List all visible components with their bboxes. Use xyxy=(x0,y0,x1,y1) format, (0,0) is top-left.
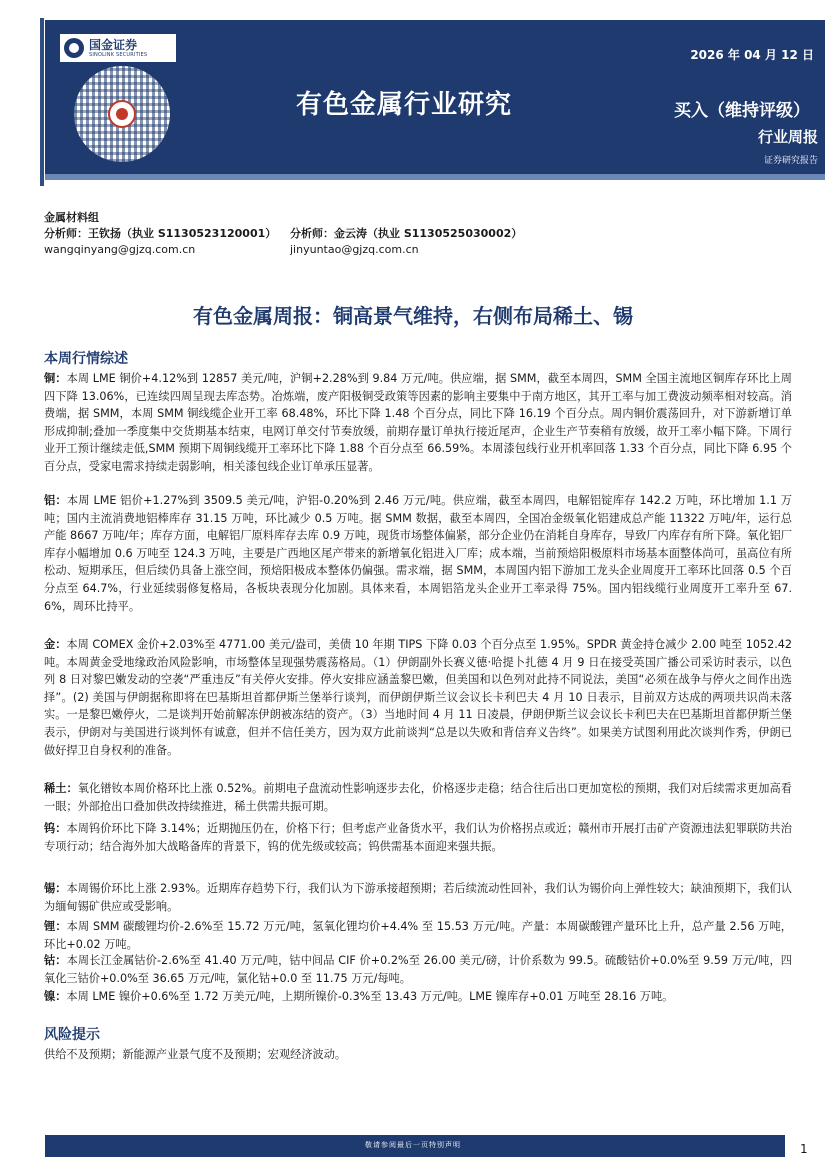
text-cobalt: 本周长江金属钴价-2.6%至 41.40 万元/吨，钴中间品 CIF 价+0.2%至 26.00 美元/磅，计价系数为 99.5。硫酸钴价+0.0%至 9.59 万元/吨，四氧化三钴价+0.0%至 36.65 万元/吨，氯化钴+0.0 至 11.75 万元/每吨。 xyxy=(44,954,792,985)
label-copper: 铜： xyxy=(44,372,67,385)
text-tin: 本周锡价环比上涨 2.93%。近期库存趋势下行，我们认为下游承接超预期；若后续流动性回补，我们认为锡价向上弹性较大；缺油预期下，我们认为缅甸锡矿供应或受影响。 xyxy=(44,882,792,913)
logo-mark-icon xyxy=(64,38,84,58)
footer-disclaimer: 敬请参阅最后一页特别声明 xyxy=(365,1141,461,1149)
analyst-1-email[interactable]: wangqinyang@gjzq.com.cn xyxy=(44,243,196,256)
text-aluminum: 本周 LME 铝价+1.27%到 3509.5 美元/吨，沪铝-0.20%到 2.46 万元/吨。供应端，截至本周四，电解铝锭库存 142.2 万吨，环比增加 1.1 万吨；国内主流消费地铝棒库存 31.15 万吨，环比减少 0.5 万吨。据 SMM 数据，截至本周四，全国冶金级氧化铝建成总产能 11322 万吨/年，运行总产能 8667 万吨/年；库存方面，电解铝厂原料库存去库 0.9 万吨，现货市场整体偏紧，部分企业仍在消耗自身库存，导致厂内库存有所下降。氧化铝厂库存小幅增加 0.6 万吨至 124.3 万吨，主要是广西地区尾产带来的新增氧化铝进入厂库；成本端，当前预焙阳极原料市场基本面整体尚可，虽高位有所松动、短期承压，但后续仍具备上涨空间，预焙阳极成本整体仍偏强。需求端，据 SMM，本周国内铝下游加工龙头企业周度开工率环比回落 0.5 个百分点至 64.7%，行业延续弱修复格局，各板块表现分化加剧。具体来看，本周铝箔龙头企业开工率录得 75%。国内铝线缆行业周度开工率升至 67.6%，周环比持平。 xyxy=(44,494,792,613)
team-name: 金属材料组 xyxy=(44,211,99,224)
text-gold: 本周 COMEX 金价+2.03%至 4771.00 美元/盎司，美债 10 年期 TIPS 下降 0.03 个百分点至 1.95%。SPDR 黄金持仓减少 2.00 吨至 1052.42 吨。本周黄金受地缘政治风险影响，市场整体呈现强势震荡格局。（1）伊朗副外长赛义德·哈提卜扎德 4 月 9 日在接受英国广播公司采访时表示，以色列 8 日对黎巴嫩发动的空袭“严重违反”有关停火安排。停火安排应涵盖黎巴嫩，但美国和以色列对此持不同说法，美国“必须在战争与停火之间作出选择”。(2) 美国与伊朗据称即将在巴基斯坦首都伊斯兰堡举行谈判，而伊朗伊斯兰议会议长卡利巴夫 4 月 10 日表示，目前双方达成的两项共识尚未落实。一是黎巴嫩停火，二是谈判开始前解冻伊朗被冻结的资产。（3）当地时间 4 月 11 日凌晨，伊朗伊斯兰议会议长卡利巴夫在巴基斯坦首都伊斯兰堡表示，伊朗对与美国进行谈判怀有诚意，但并不信任美方，因为双方此前谈判“总是以失败和背信弃义告终”。如果美方试图利用此次谈判作秀，伊朗已做好捍卫自身权利的准备。 xyxy=(44,638,792,757)
text-nickel: 本周 LME 镍价+0.6%至 1.72 万美元/吨，上期所镍价-0.3%至 13.43 万元/吨。LME 镍库存+0.01 万吨至 28.16 万吨。 xyxy=(66,990,674,1003)
report-type: 行业周报 xyxy=(757,128,818,146)
para-tungsten xyxy=(44,820,792,855)
label-cobalt: 钴： xyxy=(44,954,67,967)
page-number: 1 xyxy=(800,1142,808,1156)
para-gold xyxy=(44,636,792,759)
rating: 买入（维持评级） xyxy=(674,101,810,121)
label-rare-earth: 稀土： xyxy=(44,782,78,795)
para-cobalt xyxy=(44,952,792,987)
analyst-2: 分析师：金云涛（执业 S1130525030002） xyxy=(290,227,523,240)
label-aluminum: 铝： xyxy=(44,494,67,507)
para-aluminum xyxy=(44,492,792,615)
text-lithium: 本周 SMM 碳酸锂均价-2.6%至 15.72 万元/吨，氢氧化锂均价+4.4% 至 15.53 万元/吨。产量：本周碳酸锂产量环比上升，总产量 2.56 万吨，环比+0.02 万吨。 xyxy=(44,920,792,951)
report-subtitle: 证券研究报告 xyxy=(763,156,818,166)
para-copper xyxy=(44,370,792,476)
section-risk-heading: 风险提示 xyxy=(44,1027,100,1043)
analyst-2-email[interactable]: jinyuntao@gjzq.com.cn xyxy=(290,243,419,256)
analyst-block xyxy=(44,210,522,258)
label-tin: 锡： xyxy=(44,882,67,895)
para-rare-earth xyxy=(44,780,792,815)
company-logo xyxy=(60,34,176,62)
para-risk: 供给不及预期；新能源产业景气度不及预期；宏观经济波动。 xyxy=(44,1048,347,1061)
report-date: 2026 年 04 月 12 日 xyxy=(690,48,814,62)
label-nickel: 镍： xyxy=(44,990,67,1003)
text-tungsten: 本周钨价环比下降 3.14%；近期抛压仍在，价格下行；但考虑产业备货水平，我们认为价格拐点或近；赣州市开展打击矿产资源违法犯罪联防共治专项行动；结合海外加大战略备库的背景下，钨的优先级或较高；钨供需基本面迎来强共振。 xyxy=(44,822,792,853)
qr-center-seal-icon xyxy=(108,100,136,128)
label-lithium: 锂： xyxy=(44,920,67,933)
label-tungsten: 钨： xyxy=(44,822,67,835)
report-title: 有色金属行业研究 xyxy=(296,90,513,120)
text-rare-earth: 氧化镨钕本周价格环比上涨 0.52%。前期电子盘流动性影响逐步去化，价格逐步走稳；结合往后出口更加宽松的预期，我们对后续需求更加高看一眼；外部抢出口叠加供改持续推进，稀土供需共振可期。 xyxy=(44,782,792,813)
analyst-1: 分析师：王钦扬（执业 S1130523120001） xyxy=(44,227,277,240)
para-lithium xyxy=(44,918,792,953)
text-copper: 本周 LME 铜价+4.12%到 12857 美元/吨，沪铜+2.28%到 9.84 万元/吨。供应端，据 SMM，截至本周四，SMM 全国主流地区铜库存环比上周四下降 13.06%，已连续四周呈现去库态势。冶炼端，废产阳极铜受政策等因素的影响主要集中于南方地区，其开工率与加工费波动频率相对较高。消费端，据 SMM，本周 SMM 铜线缆企业开工率 68.48%，环比下降 1.48 个百分点，同比下降 16.19 个百分点。周内铜价震荡回升，对下游新增订单形成抑制;叠加一季度集中交货期基本结束，电网订单交付节奏放缓，前期存量订单执行接近尾声，企业生产节奏稍有放缓，故开工率小幅下降。下周行业开工预计继续走低,SMM 预期下周铜线缆开工率环比下降 1.88 个百分点至 66.59%。本周漆包线行业开机率回落 1.33 个百分点，同比下降 6.95 个百分点，受家电需求持续走弱影响，相关漆包线企业订单承压显著。 xyxy=(44,372,792,473)
para-nickel xyxy=(44,988,792,1006)
label-gold: 金： xyxy=(44,638,67,651)
main-title: 有色金属周报：铜高景气维持，右侧布局稀土、锡 xyxy=(193,304,633,328)
logo-cn: 国金证券 xyxy=(89,37,138,52)
section-weekly-heading: 本周行情综述 xyxy=(44,351,128,367)
para-tin xyxy=(44,880,792,915)
logo-en: SINOLINK SECURITIES xyxy=(89,51,148,58)
